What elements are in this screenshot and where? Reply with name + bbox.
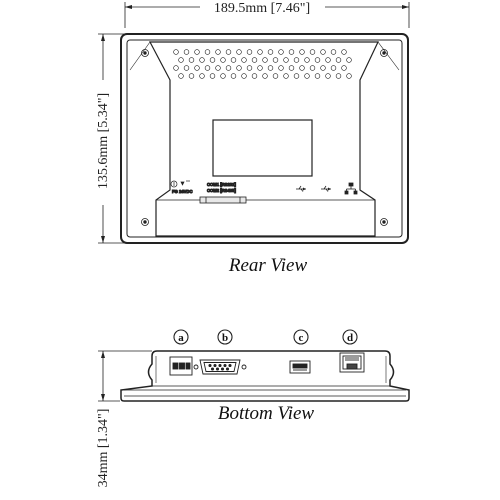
vent-hole <box>310 66 315 71</box>
power-symbol-icon <box>171 181 190 187</box>
port-letter-d-text: d <box>346 332 354 344</box>
vent-hole <box>221 58 226 63</box>
rear-view <box>98 2 409 243</box>
vent-hole <box>279 66 284 71</box>
vent-hole <box>189 58 194 63</box>
vent-hole <box>195 66 200 71</box>
rear-housing <box>150 42 378 236</box>
vent-hole <box>247 66 252 71</box>
vent-hole <box>210 74 215 79</box>
vent-hole <box>210 58 215 63</box>
port-letter-c-text: c <box>298 332 304 344</box>
vent-hole <box>342 66 347 71</box>
vent-hole <box>200 58 205 63</box>
vent-hole <box>216 50 221 55</box>
depth-dimension-label: 34mm [1.34"] <box>96 408 111 488</box>
label-plate <box>213 120 312 176</box>
width-dimension-label: 189.5mm [7.46"] <box>213 1 311 16</box>
network-icon <box>345 183 357 194</box>
vent-hole <box>184 50 189 55</box>
vent-hole <box>242 58 247 63</box>
vent-hole <box>195 50 200 55</box>
vent-hole <box>342 50 347 55</box>
depth-dimension <box>98 351 152 401</box>
vent-hole <box>284 58 289 63</box>
port-letter-d <box>343 330 357 344</box>
vent-hole <box>305 74 310 79</box>
port-letter-a <box>174 330 188 344</box>
db9-serial-port-icon <box>194 360 246 374</box>
vent-hole <box>273 74 278 79</box>
vent-hole <box>294 74 299 79</box>
vent-hole <box>284 74 289 79</box>
vent-hole <box>252 74 257 79</box>
vent-hole <box>336 74 341 79</box>
vent-hole <box>315 74 320 79</box>
vent-hole <box>310 50 315 55</box>
rear-inner-frame <box>127 40 402 237</box>
vent-hole <box>289 66 294 71</box>
vent-hole <box>216 66 221 71</box>
vent-hole <box>279 50 284 55</box>
vent-hole <box>347 74 352 79</box>
usb-icon <box>321 186 331 192</box>
vent-hole <box>205 50 210 55</box>
vent-hole <box>321 50 326 55</box>
power-label: FG 24VDC <box>172 189 193 194</box>
vent-hole <box>231 58 236 63</box>
com2-label: COM2 [RS485] <box>207 188 236 193</box>
vent-hole <box>268 66 273 71</box>
vent-hole <box>258 50 263 55</box>
vent-hole <box>326 58 331 63</box>
vent-hole <box>336 58 341 63</box>
vent-hole <box>263 58 268 63</box>
vent-hole <box>174 66 179 71</box>
height-dimension-label: 135.6mm [5.34"] <box>96 92 111 190</box>
vent-hole <box>315 58 320 63</box>
vent-hole <box>331 66 336 71</box>
vent-hole <box>226 66 231 71</box>
vent-hole <box>300 66 305 71</box>
vent-hole <box>179 58 184 63</box>
vent-hole <box>300 50 305 55</box>
vent-hole <box>205 66 210 71</box>
vent-hole <box>294 58 299 63</box>
port-letter-b <box>218 330 232 344</box>
terminal-block-icon <box>170 357 192 375</box>
com1-label: COM1 [RS232] <box>207 182 236 187</box>
usb-icon <box>296 186 306 192</box>
vent-hole <box>347 58 352 63</box>
vent-hole <box>247 50 252 55</box>
vent-hole <box>242 74 247 79</box>
port-letter-b-text: b <box>221 332 229 344</box>
rear-outer-frame <box>121 34 408 243</box>
vent-hole <box>331 50 336 55</box>
vent-hole <box>305 58 310 63</box>
vent-hole <box>268 50 273 55</box>
vent-hole <box>263 74 268 79</box>
rear-bottom-bracket <box>200 197 246 203</box>
bottom-view-caption: Bottom View <box>217 403 315 424</box>
bottom-outer-body <box>121 351 409 401</box>
vent-hole <box>179 74 184 79</box>
vent-hole <box>189 74 194 79</box>
vent-hole <box>258 66 263 71</box>
vent-hole <box>231 74 236 79</box>
vent-hole <box>226 50 231 55</box>
vent-hole <box>237 66 242 71</box>
vent-hole <box>252 58 257 63</box>
vent-hole <box>289 50 294 55</box>
rj45-ethernet-port-icon <box>340 353 364 372</box>
rear-view-caption: Rear View <box>228 255 308 276</box>
vent-hole <box>200 74 205 79</box>
vent-hole <box>321 66 326 71</box>
port-letter-a-text: a <box>178 332 184 344</box>
bottom-view <box>98 330 409 401</box>
vent-hole <box>237 50 242 55</box>
vent-hole <box>184 66 189 71</box>
vent-hole <box>174 50 179 55</box>
vent-hole <box>273 58 278 63</box>
port-letter-c <box>294 330 308 344</box>
vent-hole <box>326 74 331 79</box>
usb-port-icon <box>290 361 310 373</box>
vent-hole <box>221 74 226 79</box>
vent-holes <box>174 50 352 79</box>
